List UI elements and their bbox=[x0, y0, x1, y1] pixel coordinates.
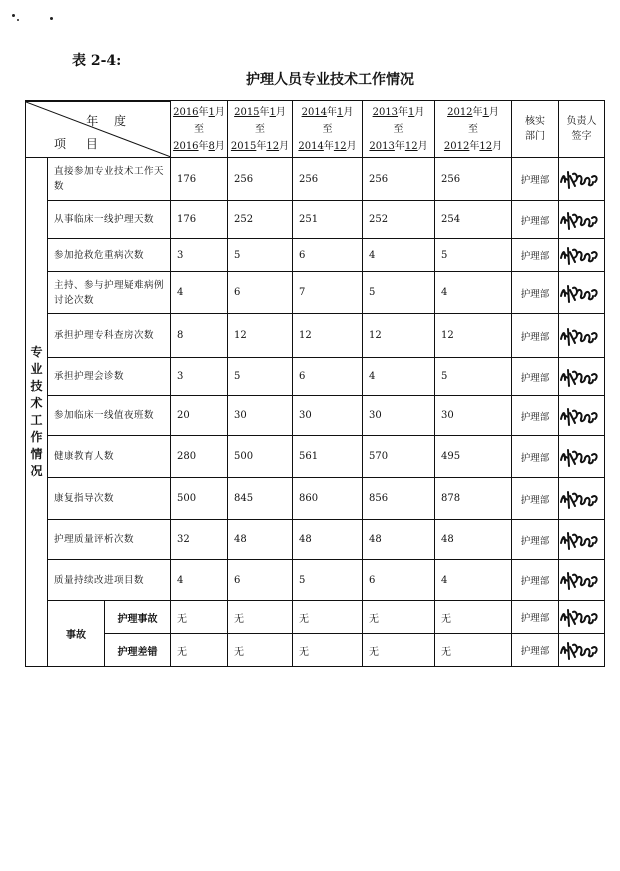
value-cell: 无 bbox=[293, 634, 363, 667]
signature-cell bbox=[559, 601, 605, 634]
accident-label-cell: 事故 bbox=[48, 601, 105, 667]
table-row bbox=[26, 478, 605, 520]
signature-cell bbox=[559, 436, 605, 478]
table-row bbox=[26, 158, 605, 201]
item-cell: 质量持续改进项目数 bbox=[48, 560, 171, 601]
value-cell: 4 bbox=[363, 239, 435, 272]
value-cell: 30 bbox=[435, 396, 512, 436]
period-header: 2014年1月 至 2014年12月 bbox=[293, 101, 363, 158]
table-row bbox=[26, 358, 605, 396]
value-cell: 254 bbox=[435, 201, 512, 239]
scan-speck bbox=[12, 14, 15, 17]
value-cell: 570 bbox=[363, 436, 435, 478]
signature-mark bbox=[559, 529, 603, 551]
value-cell: 12 bbox=[228, 314, 293, 358]
item-cell: 护理质量评析次数 bbox=[48, 520, 171, 560]
item-cell: 护理差错 bbox=[105, 634, 171, 667]
value-cell: 48 bbox=[363, 520, 435, 560]
dept-cell: 护理部 bbox=[512, 560, 559, 601]
signature-cell bbox=[559, 201, 605, 239]
header-row bbox=[26, 101, 605, 158]
value-cell: 3 bbox=[171, 239, 228, 272]
value-cell: 5 bbox=[228, 358, 293, 396]
item-cell: 直接参加专业技术工作天数 bbox=[48, 158, 171, 201]
value-cell: 6 bbox=[228, 272, 293, 314]
value-cell: 20 bbox=[171, 396, 228, 436]
value-cell: 12 bbox=[363, 314, 435, 358]
signature-mark bbox=[559, 325, 603, 347]
dept-cell: 护理部 bbox=[512, 314, 559, 358]
value-cell: 无 bbox=[435, 601, 512, 634]
value-cell: 4 bbox=[363, 358, 435, 396]
year-header-label: 年 度 bbox=[86, 114, 133, 128]
signature-mark bbox=[559, 488, 603, 510]
value-cell: 无 bbox=[228, 634, 293, 667]
value-cell: 8 bbox=[171, 314, 228, 358]
value-cell: 256 bbox=[293, 158, 363, 201]
scan-speck bbox=[17, 19, 19, 21]
signature-cell bbox=[559, 358, 605, 396]
dept-cell: 护理部 bbox=[512, 436, 559, 478]
signature-mark bbox=[559, 366, 603, 388]
period-header: 2015年1月 至 2015年12月 bbox=[228, 101, 293, 158]
dept-cell: 护理部 bbox=[512, 478, 559, 520]
signature-mark bbox=[559, 606, 603, 628]
dept-cell: 护理部 bbox=[512, 520, 559, 560]
signer-header: 负责人签字 bbox=[559, 101, 605, 158]
value-cell: 无 bbox=[363, 634, 435, 667]
table-row bbox=[26, 239, 605, 272]
signature-mark bbox=[559, 405, 603, 427]
value-cell: 无 bbox=[435, 634, 512, 667]
item-cell: 护理事故 bbox=[105, 601, 171, 634]
value-cell: 256 bbox=[228, 158, 293, 201]
value-cell: 252 bbox=[228, 201, 293, 239]
signature-cell bbox=[559, 396, 605, 436]
table-row bbox=[26, 396, 605, 436]
signature-mark bbox=[559, 282, 603, 304]
value-cell: 30 bbox=[228, 396, 293, 436]
value-cell: 5 bbox=[293, 560, 363, 601]
value-cell: 6 bbox=[293, 358, 363, 396]
value-cell: 无 bbox=[171, 601, 228, 634]
value-cell: 30 bbox=[293, 396, 363, 436]
category-cell bbox=[26, 158, 48, 667]
item-cell: 主持、参与护理疑难病例讨论次数 bbox=[48, 272, 171, 314]
nursing-work-table bbox=[25, 100, 605, 667]
value-cell: 4 bbox=[435, 560, 512, 601]
value-cell: 280 bbox=[171, 436, 228, 478]
signature-cell bbox=[559, 314, 605, 358]
table-row bbox=[26, 560, 605, 601]
value-cell: 856 bbox=[363, 478, 435, 520]
value-cell: 48 bbox=[293, 520, 363, 560]
table-row bbox=[26, 272, 605, 314]
value-cell: 256 bbox=[363, 158, 435, 201]
dept-cell: 护理部 bbox=[512, 239, 559, 272]
value-cell: 845 bbox=[228, 478, 293, 520]
table-row bbox=[26, 520, 605, 560]
verify-dept-header: 核实部门 bbox=[512, 101, 559, 158]
value-cell: 48 bbox=[228, 520, 293, 560]
signature-mark bbox=[559, 209, 603, 231]
value-cell: 878 bbox=[435, 478, 512, 520]
item-cell: 参加临床一线值夜班数 bbox=[48, 396, 171, 436]
value-cell: 无 bbox=[293, 601, 363, 634]
value-cell: 561 bbox=[293, 436, 363, 478]
value-cell: 7 bbox=[293, 272, 363, 314]
value-cell: 12 bbox=[293, 314, 363, 358]
value-cell: 176 bbox=[171, 201, 228, 239]
value-cell: 500 bbox=[171, 478, 228, 520]
value-cell: 5 bbox=[363, 272, 435, 314]
value-cell: 500 bbox=[228, 436, 293, 478]
signature-cell bbox=[559, 478, 605, 520]
value-cell: 32 bbox=[171, 520, 228, 560]
dept-cell: 护理部 bbox=[512, 272, 559, 314]
period-header: 2016年1月 至 2016年8月 bbox=[171, 101, 228, 158]
value-cell: 4 bbox=[171, 272, 228, 314]
dept-cell: 护理部 bbox=[512, 396, 559, 436]
value-cell: 30 bbox=[363, 396, 435, 436]
item-cell: 从事临床一线护理天数 bbox=[48, 201, 171, 239]
item-cell: 参加抢救危重病次数 bbox=[48, 239, 171, 272]
table-row bbox=[26, 601, 605, 634]
value-cell: 5 bbox=[435, 239, 512, 272]
period-header: 2013年1月 至 2013年12月 bbox=[363, 101, 435, 158]
dept-cell: 护理部 bbox=[512, 634, 559, 667]
signature-mark bbox=[559, 446, 603, 468]
value-cell: 5 bbox=[228, 239, 293, 272]
item-cell: 康复指导次数 bbox=[48, 478, 171, 520]
signature-mark bbox=[559, 639, 603, 661]
scan-speck bbox=[50, 17, 53, 20]
period-header: 2012年1月 至 2012年12月 bbox=[435, 101, 512, 158]
value-cell: 251 bbox=[293, 201, 363, 239]
signature-mark bbox=[559, 168, 603, 190]
table-row bbox=[26, 201, 605, 239]
value-cell: 495 bbox=[435, 436, 512, 478]
value-cell: 256 bbox=[435, 158, 512, 201]
signature-mark bbox=[559, 569, 603, 591]
value-cell: 860 bbox=[293, 478, 363, 520]
item-cell: 承担护理专科查房次数 bbox=[48, 314, 171, 358]
table-number-label: 表 2-4: bbox=[72, 53, 122, 69]
value-cell: 6 bbox=[293, 239, 363, 272]
signature-cell bbox=[559, 560, 605, 601]
value-cell: 无 bbox=[363, 601, 435, 634]
value-cell: 176 bbox=[171, 158, 228, 201]
value-cell: 无 bbox=[171, 634, 228, 667]
signature-mark bbox=[559, 244, 603, 266]
signature-cell bbox=[559, 158, 605, 201]
item-header-label: 项 目 bbox=[54, 137, 106, 151]
item-cell: 承担护理会诊数 bbox=[48, 358, 171, 396]
item-cell: 健康教育人数 bbox=[48, 436, 171, 478]
value-cell: 4 bbox=[435, 272, 512, 314]
value-cell: 4 bbox=[171, 560, 228, 601]
dept-cell: 护理部 bbox=[512, 201, 559, 239]
table-row bbox=[26, 436, 605, 478]
signature-cell bbox=[559, 634, 605, 667]
document-title: 护理人员专业技术工作情况 bbox=[246, 72, 414, 88]
value-cell: 3 bbox=[171, 358, 228, 396]
table-row bbox=[26, 634, 605, 667]
category-label: 专业技术工作情况 bbox=[30, 345, 43, 478]
dept-cell: 护理部 bbox=[512, 601, 559, 634]
value-cell: 12 bbox=[435, 314, 512, 358]
signature-cell bbox=[559, 272, 605, 314]
signature-cell bbox=[559, 239, 605, 272]
value-cell: 48 bbox=[435, 520, 512, 560]
table-row bbox=[26, 314, 605, 358]
value-cell: 无 bbox=[228, 601, 293, 634]
value-cell: 6 bbox=[228, 560, 293, 601]
dept-cell: 护理部 bbox=[512, 158, 559, 201]
signature-cell bbox=[559, 520, 605, 560]
value-cell: 6 bbox=[363, 560, 435, 601]
diagonal-header-cell bbox=[26, 101, 171, 158]
value-cell: 5 bbox=[435, 358, 512, 396]
value-cell: 252 bbox=[363, 201, 435, 239]
dept-cell: 护理部 bbox=[512, 358, 559, 396]
